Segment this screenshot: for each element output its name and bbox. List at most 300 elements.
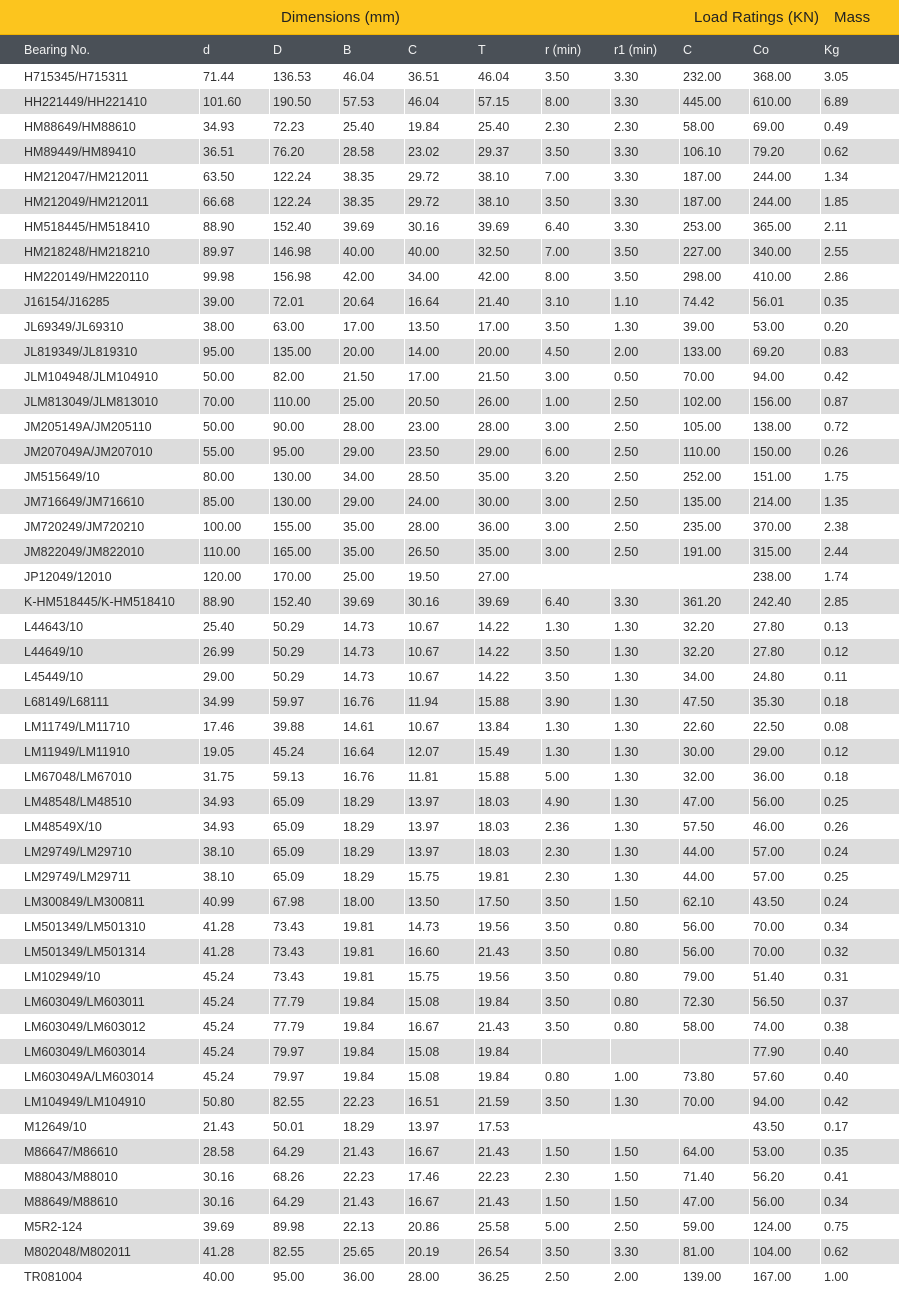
cell-bearing-no: HM212047/HM212011 <box>0 164 200 189</box>
cell-d: 99.98 <box>200 264 270 289</box>
cell-r1-min: 1.30 <box>611 639 680 664</box>
cell-T: 19.84 <box>475 1039 542 1064</box>
cell-d: 101.60 <box>200 89 270 114</box>
cell-mass-kg: 0.34 <box>824 919 849 934</box>
col-header-static-load: Co <box>753 42 769 57</box>
table-row <box>0 1039 899 1064</box>
cell-T: 14.22 <box>475 639 542 664</box>
cell-T: 25.58 <box>475 1214 542 1239</box>
cell-C: 29.72 <box>405 164 475 189</box>
cell-static-load: 69.00 <box>750 114 821 139</box>
cell-static-load: 57.00 <box>750 839 821 864</box>
cell-mass-kg: 0.35 <box>824 294 849 309</box>
cell-dynamic-load <box>680 564 750 589</box>
cell-B: 18.29 <box>340 839 405 864</box>
cell-mass-kg: 0.72 <box>824 419 849 434</box>
cell-C: 20.86 <box>405 1214 475 1239</box>
cell-T: 21.40 <box>475 289 542 314</box>
cell-mass-kg: 2.11 <box>824 219 848 234</box>
cell-bearing-no: K-HM518445/K-HM518410 <box>0 589 200 614</box>
cell-static-load: 365.00 <box>750 214 821 239</box>
cell-d: 39.69 <box>200 1214 270 1239</box>
cell-static-load: 610.00 <box>750 89 821 114</box>
cell-dynamic-load: 105.00 <box>680 414 750 439</box>
cell-r1-min: 2.50 <box>611 439 680 464</box>
cell-D: 79.97 <box>270 1064 340 1089</box>
cell-r1-min: 3.30 <box>611 164 680 189</box>
group-header-bar <box>0 0 899 35</box>
cell-B: 19.81 <box>340 914 405 939</box>
cell-D: 77.79 <box>270 1014 340 1039</box>
cell-C: 17.00 <box>405 364 475 389</box>
cell-d: 110.00 <box>200 539 270 564</box>
cell-r-min: 3.50 <box>542 989 611 1014</box>
cell-T: 21.59 <box>475 1089 542 1114</box>
cell-r-min: 3.20 <box>542 464 611 489</box>
cell-r1-min: 1.30 <box>611 814 680 839</box>
cell-r1-min <box>611 564 680 589</box>
cell-D: 65.09 <box>270 789 340 814</box>
cell-mass-kg: 0.38 <box>824 1019 849 1034</box>
cell-static-load: 70.00 <box>750 914 821 939</box>
cell-B: 18.29 <box>340 789 405 814</box>
cell-D: 76.20 <box>270 139 340 164</box>
cell-r1-min: 1.50 <box>611 1164 680 1189</box>
cell-dynamic-load <box>680 1114 750 1139</box>
table-row <box>0 1239 899 1264</box>
cell-mass-kg: 0.87 <box>824 394 849 409</box>
cell-d: 19.05 <box>200 739 270 764</box>
cell-mass-kg: 1.85 <box>824 194 849 209</box>
col-header-r-min: r (min) <box>545 42 582 57</box>
cell-mass-kg: 0.42 <box>824 369 849 384</box>
cell-d: 17.46 <box>200 714 270 739</box>
cell-d: 80.00 <box>200 464 270 489</box>
cell-B: 21.43 <box>340 1189 405 1214</box>
cell-bearing-no: HM218248/HM218210 <box>0 239 200 264</box>
cell-dynamic-load: 79.00 <box>680 964 750 989</box>
cell-dynamic-load: 59.00 <box>680 1214 750 1239</box>
cell-d: 50.80 <box>200 1089 270 1114</box>
cell-D: 82.00 <box>270 364 340 389</box>
cell-D: 65.09 <box>270 864 340 889</box>
cell-D: 73.43 <box>270 914 340 939</box>
cell-mass-kg: 0.11 <box>824 669 848 684</box>
cell-B: 14.73 <box>340 614 405 639</box>
table-row <box>0 539 899 564</box>
cell-C: 34.00 <box>405 264 475 289</box>
table-row <box>0 789 899 814</box>
cell-dynamic-load: 81.00 <box>680 1239 750 1264</box>
cell-B: 18.29 <box>340 1114 405 1139</box>
cell-r-min <box>542 1039 611 1064</box>
cell-dynamic-load: 44.00 <box>680 864 750 889</box>
cell-r-min: 3.50 <box>542 139 611 164</box>
cell-T: 39.69 <box>475 214 542 239</box>
cell-bearing-no: JLM813049/JLM813010 <box>0 389 200 414</box>
cell-C: 16.67 <box>405 1139 475 1164</box>
cell-D: 190.50 <box>270 89 340 114</box>
cell-bearing-no: LM501349/LM501314 <box>0 939 200 964</box>
cell-r1-min: 0.80 <box>611 964 680 989</box>
cell-B: 22.13 <box>340 1214 405 1239</box>
table-row <box>0 364 899 389</box>
cell-C: 29.72 <box>405 189 475 214</box>
cell-r1-min: 3.30 <box>611 1239 680 1264</box>
table-row <box>0 664 899 689</box>
cell-dynamic-load: 361.20 <box>680 589 750 614</box>
cell-mass-kg: 0.42 <box>824 1094 849 1109</box>
cell-B: 35.00 <box>340 514 405 539</box>
cell-r-min: 3.00 <box>542 539 611 564</box>
table-row <box>0 914 899 939</box>
cell-static-load: 77.90 <box>750 1039 821 1064</box>
cell-bearing-no: JM716649/JM716610 <box>0 489 200 514</box>
cell-d: 38.10 <box>200 839 270 864</box>
cell-B: 17.00 <box>340 314 405 339</box>
cell-D: 39.88 <box>270 714 340 739</box>
cell-D: 89.98 <box>270 1214 340 1239</box>
cell-r1-min: 1.50 <box>611 1139 680 1164</box>
cell-r1-min: 2.50 <box>611 414 680 439</box>
cell-d: 120.00 <box>200 564 270 589</box>
cell-r-min: 7.00 <box>542 239 611 264</box>
cell-B: 16.76 <box>340 764 405 789</box>
cell-D: 50.29 <box>270 664 340 689</box>
cell-r1-min: 3.30 <box>611 139 680 164</box>
cell-bearing-no: JL69349/JL69310 <box>0 314 200 339</box>
cell-C: 28.00 <box>405 1264 475 1289</box>
cell-C: 24.00 <box>405 489 475 514</box>
cell-mass-kg: 2.55 <box>824 244 849 259</box>
cell-C: 23.00 <box>405 414 475 439</box>
cell-mass-kg: 1.75 <box>824 469 849 484</box>
cell-dynamic-load: 253.00 <box>680 214 750 239</box>
cell-bearing-no: LM501349/LM501310 <box>0 914 200 939</box>
cell-r-min: 3.50 <box>542 1239 611 1264</box>
cell-d: 38.10 <box>200 864 270 889</box>
cell-mass-kg: 0.37 <box>824 994 849 1009</box>
cell-dynamic-load: 44.00 <box>680 839 750 864</box>
col-header-r1-min: r1 (min) <box>614 42 658 57</box>
cell-bearing-no: LM603049/LM603011 <box>0 989 200 1014</box>
table-row <box>0 514 899 539</box>
cell-T: 19.84 <box>475 1064 542 1089</box>
cell-static-load: 244.00 <box>750 189 821 214</box>
cell-mass-kg: 0.83 <box>824 344 849 359</box>
cell-r1-min: 2.00 <box>611 1264 680 1289</box>
table-row <box>0 564 899 589</box>
cell-bearing-no: M88043/M88010 <box>0 1164 200 1189</box>
cell-r-min: 1.50 <box>542 1139 611 1164</box>
cell-C: 12.07 <box>405 739 475 764</box>
cell-static-load: 36.00 <box>750 764 821 789</box>
cell-D: 50.29 <box>270 614 340 639</box>
cell-r-min: 3.00 <box>542 364 611 389</box>
cell-bearing-no: JM822049/JM822010 <box>0 539 200 564</box>
cell-dynamic-load: 73.80 <box>680 1064 750 1089</box>
table-row <box>0 939 899 964</box>
cell-bearing-no: JL819349/JL819310 <box>0 339 200 364</box>
cell-r-min: 4.90 <box>542 789 611 814</box>
cell-bearing-no: JM720249/JM720210 <box>0 514 200 539</box>
table-row <box>0 689 899 714</box>
cell-r-min: 2.36 <box>542 814 611 839</box>
cell-r-min: 3.90 <box>542 689 611 714</box>
cell-r1-min: 1.30 <box>611 614 680 639</box>
cell-T: 19.84 <box>475 989 542 1014</box>
cell-B: 34.00 <box>340 464 405 489</box>
cell-C: 23.02 <box>405 139 475 164</box>
cell-r1-min: 2.50 <box>611 1214 680 1239</box>
cell-dynamic-load: 74.42 <box>680 289 750 314</box>
cell-B: 42.00 <box>340 264 405 289</box>
table-row <box>0 1089 899 1114</box>
cell-mass-kg: 0.34 <box>824 1194 849 1209</box>
col-header-B: B <box>343 42 352 57</box>
cell-bearing-no: LM603049/LM603012 <box>0 1014 200 1039</box>
cell-C: 30.16 <box>405 214 475 239</box>
cell-mass-kg: 0.62 <box>824 1244 849 1259</box>
cell-r1-min: 0.80 <box>611 939 680 964</box>
cell-T: 29.00 <box>475 439 542 464</box>
cell-static-load: 368.00 <box>750 64 821 89</box>
cell-r1-min: 3.50 <box>611 239 680 264</box>
cell-T: 18.03 <box>475 839 542 864</box>
cell-r-min: 5.00 <box>542 764 611 789</box>
cell-r-min: 3.50 <box>542 914 611 939</box>
cell-C: 10.67 <box>405 664 475 689</box>
cell-T: 57.15 <box>475 89 542 114</box>
cell-dynamic-load: 133.00 <box>680 339 750 364</box>
cell-bearing-no: LM300849/LM300811 <box>0 889 200 914</box>
cell-C: 13.97 <box>405 789 475 814</box>
cell-C: 15.08 <box>405 989 475 1014</box>
cell-r-min: 3.50 <box>542 64 611 89</box>
cell-r-min: 1.30 <box>542 739 611 764</box>
cell-r-min: 3.50 <box>542 889 611 914</box>
table-row <box>0 439 899 464</box>
cell-r1-min: 1.30 <box>611 789 680 814</box>
cell-dynamic-load: 106.10 <box>680 139 750 164</box>
cell-D: 68.26 <box>270 1164 340 1189</box>
cell-r1-min: 2.00 <box>611 339 680 364</box>
table-row <box>0 989 899 1014</box>
cell-C: 15.75 <box>405 964 475 989</box>
cell-B: 22.23 <box>340 1164 405 1189</box>
cell-mass-kg: 0.17 <box>824 1119 849 1134</box>
cell-T: 21.43 <box>475 1189 542 1214</box>
cell-D: 122.24 <box>270 189 340 214</box>
cell-r1-min <box>611 1039 680 1064</box>
cell-B: 25.65 <box>340 1239 405 1264</box>
cell-D: 50.01 <box>270 1114 340 1139</box>
cell-r1-min: 1.50 <box>611 889 680 914</box>
cell-static-load: 43.50 <box>750 889 821 914</box>
cell-B: 14.73 <box>340 639 405 664</box>
cell-dynamic-load: 47.00 <box>680 1189 750 1214</box>
cell-T: 19.56 <box>475 964 542 989</box>
cell-mass-kg: 0.24 <box>824 844 849 859</box>
cell-B: 29.00 <box>340 489 405 514</box>
cell-r1-min: 3.30 <box>611 89 680 114</box>
cell-bearing-no: HM88649/HM88610 <box>0 114 200 139</box>
col-header-bearing-no: Bearing No. <box>24 42 91 57</box>
cell-static-load: 238.00 <box>750 564 821 589</box>
cell-C: 16.67 <box>405 1014 475 1039</box>
table-row <box>0 764 899 789</box>
cell-static-load: 22.50 <box>750 714 821 739</box>
cell-d: 89.97 <box>200 239 270 264</box>
cell-static-load: 242.40 <box>750 589 821 614</box>
cell-T: 38.10 <box>475 189 542 214</box>
cell-static-load: 410.00 <box>750 264 821 289</box>
cell-static-load: 150.00 <box>750 439 821 464</box>
cell-T: 26.54 <box>475 1239 542 1264</box>
cell-C: 13.97 <box>405 1114 475 1139</box>
cell-B: 19.84 <box>340 989 405 1014</box>
mass-group-label: Mass <box>834 9 871 26</box>
cell-d: 41.28 <box>200 1239 270 1264</box>
cell-r-min: 1.50 <box>542 1189 611 1214</box>
cell-dynamic-load: 57.50 <box>680 814 750 839</box>
cell-bearing-no: LM29749/LM29711 <box>0 864 200 889</box>
cell-bearing-no: LM603049/LM603014 <box>0 1039 200 1064</box>
table-row <box>0 64 899 89</box>
table-row <box>0 389 899 414</box>
cell-r1-min: 0.80 <box>611 914 680 939</box>
cell-B: 46.04 <box>340 64 405 89</box>
cell-static-load: 370.00 <box>750 514 821 539</box>
cell-D: 59.97 <box>270 689 340 714</box>
cell-C: 17.46 <box>405 1164 475 1189</box>
cell-D: 122.24 <box>270 164 340 189</box>
cell-bearing-no: LM603049A/LM603014 <box>0 1064 200 1089</box>
cell-r1-min: 1.30 <box>611 714 680 739</box>
cell-r-min: 3.50 <box>542 189 611 214</box>
cell-dynamic-load: 64.00 <box>680 1139 750 1164</box>
cell-T: 21.43 <box>475 1014 542 1039</box>
table-row <box>0 239 899 264</box>
cell-dynamic-load: 298.00 <box>680 264 750 289</box>
cell-dynamic-load: 191.00 <box>680 539 750 564</box>
cell-D: 64.29 <box>270 1189 340 1214</box>
cell-dynamic-load: 227.00 <box>680 239 750 264</box>
cell-dynamic-load: 232.00 <box>680 64 750 89</box>
cell-d: 34.93 <box>200 789 270 814</box>
table-row <box>0 639 899 664</box>
cell-bearing-no: M5R2-124 <box>0 1214 200 1239</box>
table-row <box>0 889 899 914</box>
cell-r1-min: 1.30 <box>611 864 680 889</box>
cell-static-load: 29.00 <box>750 739 821 764</box>
cell-r-min: 3.00 <box>542 514 611 539</box>
cell-r-min: 3.50 <box>542 639 611 664</box>
column-header-row <box>0 35 899 64</box>
cell-d: 39.00 <box>200 289 270 314</box>
cell-r1-min: 2.50 <box>611 464 680 489</box>
cell-B: 14.73 <box>340 664 405 689</box>
cell-B: 38.35 <box>340 164 405 189</box>
cell-r1-min: 1.30 <box>611 839 680 864</box>
cell-r1-min: 2.50 <box>611 539 680 564</box>
cell-dynamic-load: 22.60 <box>680 714 750 739</box>
cell-B: 25.40 <box>340 114 405 139</box>
cell-C: 15.75 <box>405 864 475 889</box>
table-row <box>0 1189 899 1214</box>
col-header-d: d <box>203 42 210 57</box>
cell-mass-kg: 0.20 <box>824 319 849 334</box>
cell-mass-kg: 0.49 <box>824 119 849 134</box>
cell-C: 13.50 <box>405 889 475 914</box>
cell-T: 46.04 <box>475 64 542 89</box>
cell-T: 22.23 <box>475 1164 542 1189</box>
cell-T: 17.00 <box>475 314 542 339</box>
cell-d: 71.44 <box>200 64 270 89</box>
cell-dynamic-load: 139.00 <box>680 1264 750 1289</box>
table-row <box>0 464 899 489</box>
cell-mass-kg: 2.44 <box>824 544 849 559</box>
cell-D: 135.00 <box>270 339 340 364</box>
cell-D: 136.53 <box>270 64 340 89</box>
cell-C: 13.97 <box>405 814 475 839</box>
cell-mass-kg: 0.24 <box>824 894 849 909</box>
cell-D: 45.24 <box>270 739 340 764</box>
cell-T: 15.49 <box>475 739 542 764</box>
table-row <box>0 814 899 839</box>
cell-mass-kg: 0.26 <box>824 444 849 459</box>
cell-B: 57.53 <box>340 89 405 114</box>
table-row <box>0 414 899 439</box>
cell-mass-kg: 0.13 <box>824 619 849 634</box>
cell-bearing-no: L44643/10 <box>0 614 200 639</box>
cell-T: 29.37 <box>475 139 542 164</box>
cell-D: 156.98 <box>270 264 340 289</box>
table-row <box>0 164 899 189</box>
cell-T: 15.88 <box>475 689 542 714</box>
cell-C: 14.73 <box>405 914 475 939</box>
cell-r1-min: 3.30 <box>611 214 680 239</box>
cell-r-min: 7.00 <box>542 164 611 189</box>
cell-bearing-no: L68149/L68111 <box>0 689 200 714</box>
cell-d: 66.68 <box>200 189 270 214</box>
cell-dynamic-load: 70.00 <box>680 1089 750 1114</box>
cell-r-min: 1.30 <box>542 714 611 739</box>
cell-d: 40.99 <box>200 889 270 914</box>
cell-r-min: 2.50 <box>542 1264 611 1289</box>
cell-mass-kg: 1.00 <box>824 1269 849 1284</box>
cell-d: 45.24 <box>200 1039 270 1064</box>
cell-B: 14.61 <box>340 714 405 739</box>
cell-bearing-no: LM48549X/10 <box>0 814 200 839</box>
cell-d: 36.51 <box>200 139 270 164</box>
table-row <box>0 714 899 739</box>
cell-B: 16.76 <box>340 689 405 714</box>
cell-mass-kg: 0.08 <box>824 719 849 734</box>
cell-mass-kg: 0.32 <box>824 944 849 959</box>
cell-bearing-no: LM29749/LM29710 <box>0 839 200 864</box>
cell-T: 15.88 <box>475 764 542 789</box>
load-ratings-group-label: Load Ratings (KN) <box>694 9 820 26</box>
cell-C: 10.67 <box>405 639 475 664</box>
cell-d: 70.00 <box>200 389 270 414</box>
dimensions-group-label: Dimensions (mm) <box>281 9 401 26</box>
cell-static-load: 79.20 <box>750 139 821 164</box>
cell-static-load: 56.50 <box>750 989 821 1014</box>
cell-static-load: 138.00 <box>750 414 821 439</box>
cell-bearing-no: LM11949/LM11910 <box>0 739 200 764</box>
cell-static-load: 340.00 <box>750 239 821 264</box>
